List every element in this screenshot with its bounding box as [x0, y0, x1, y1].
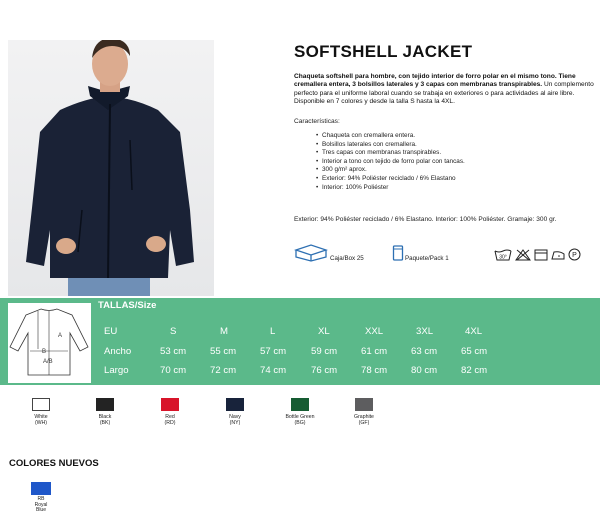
- largo-cell: 72 cm: [210, 365, 237, 376]
- composition-text: Exterior: 94% Poliéster reciclado / 6% Elastano. Interior: 100% Poliéster. Gramaje: 300 gr.: [294, 216, 557, 223]
- diagram-label-ab: A/B: [43, 359, 53, 365]
- swatch-code: (RD): [164, 420, 176, 426]
- no-tumble-dry-icon: [534, 249, 548, 261]
- dry-clean-p-icon: [568, 248, 581, 261]
- jacket-outline-icon: [8, 303, 91, 383]
- features-list: [322, 132, 465, 192]
- color-swatch-navy[interactable]: [208, 398, 262, 426]
- ancho-cell: 61 cm: [361, 345, 388, 357]
- color-swatch-graphite[interactable]: [337, 398, 391, 426]
- feature-item: • Chaqueta con cremallera entera.: [322, 132, 465, 141]
- swatch-box: [355, 398, 373, 411]
- bag-icon: [392, 244, 404, 262]
- ancho-label: Ancho: [104, 345, 132, 357]
- swatch-name: Navy: [229, 414, 241, 420]
- eu-label: EU: [104, 326, 118, 337]
- diagram-label-a: A: [58, 333, 63, 339]
- pack-label: Paquete/Pack 1: [405, 254, 449, 262]
- swatch-box: [32, 398, 50, 411]
- largo-cell: 82 cm: [461, 365, 488, 376]
- pack-packaging: [392, 244, 449, 262]
- ancho-cell: 65 cm: [461, 345, 488, 357]
- box-label: Caja/Box 25: [330, 254, 364, 262]
- feature-item: • Bolsillos laterales con cremallera.: [322, 141, 465, 150]
- size-col-header: S: [170, 326, 177, 337]
- no-bleach-icon: [515, 249, 531, 261]
- size-col-header: XXL: [365, 326, 384, 337]
- product-photo: [8, 40, 214, 296]
- color-swatch-red[interactable]: [143, 398, 197, 426]
- new-colors-heading: COLORES NUEVOS: [9, 458, 99, 469]
- ancho-cell: 63 cm: [411, 345, 438, 357]
- size-col-header: XL: [318, 326, 330, 337]
- swatch-name: Royal Blue: [34, 501, 48, 514]
- color-swatch-royal-blue[interactable]: [30, 482, 52, 514]
- color-swatch-black[interactable]: [78, 398, 132, 426]
- diagram-label-b: B: [42, 349, 47, 355]
- model-wearing-jacket: [8, 40, 214, 296]
- size-diagram: [8, 303, 91, 383]
- swatch-box: [291, 398, 309, 411]
- swatch-code: (WH): [34, 420, 48, 426]
- product-description: [294, 73, 594, 107]
- ancho-cell: 59 cm: [311, 345, 338, 357]
- size-col-header: 3XL: [416, 326, 434, 337]
- size-col-header: 4XL: [465, 326, 483, 337]
- description-rest: Un complemento perfecto para el uniforme laboral cuando se trabaja en exteriores o para actividades al aire libre. Disponible en 7 colores y desde la talla S hasta la 4XL.: [294, 81, 594, 106]
- swatch-box: [226, 398, 244, 411]
- size-col-header: L: [270, 326, 276, 337]
- feature-item: • Interior a tono con tejido de forro polar con tancas.: [322, 158, 465, 167]
- size-col-header: M: [220, 326, 228, 337]
- swatch-name: Black: [98, 414, 112, 420]
- largo-cell: 76 cm: [311, 365, 338, 376]
- swatch-code: (BK): [99, 420, 111, 426]
- largo-label: Largo: [104, 365, 129, 376]
- size-table-title: TALLAS/Size: [98, 300, 157, 311]
- swatch-name: Red: [165, 414, 175, 420]
- swatch-code: (GF): [358, 420, 370, 426]
- box-packaging: [294, 244, 364, 262]
- swatch-box: [96, 398, 114, 411]
- svg-text:P: P: [572, 252, 577, 259]
- largo-cell: 78 cm: [361, 365, 388, 376]
- product-title: SOFTSHELL JACKET: [294, 42, 473, 61]
- swatch-code: RB: [37, 496, 45, 502]
- feature-item: • 300 g/m² aprox.: [322, 166, 465, 175]
- largo-cell: 80 cm: [411, 365, 438, 376]
- feature-item: • Exterior: 94% Poliéster reciclado / 6% Elastano: [322, 175, 465, 184]
- swatch-name: Graphite: [354, 414, 374, 420]
- ancho-cell: 53 cm: [160, 345, 187, 357]
- ancho-cell: 57 cm: [260, 345, 287, 357]
- swatch-code: (BG): [294, 420, 306, 426]
- characteristics-heading: Características:: [294, 118, 340, 125]
- feature-item: • Interior: 100% Poliéster: [322, 184, 465, 193]
- care-icons: [494, 248, 581, 261]
- swatch-box: [161, 398, 179, 411]
- swatch-name: Bottle Green: [285, 414, 315, 420]
- box-icon: [294, 244, 328, 262]
- color-swatches: [0, 398, 600, 438]
- iron-low-icon: [551, 249, 565, 261]
- largo-cell: 70 cm: [160, 365, 187, 376]
- largo-cell: 74 cm: [260, 365, 287, 376]
- swatch-code: (NY): [229, 420, 241, 426]
- color-swatch-white[interactable]: [14, 398, 68, 426]
- ancho-cell: 55 cm: [210, 345, 237, 357]
- description-bold: Chaqueta softshell para hombre, con tejido interior de forro polar en el mismo tono. Tiene cremallera entera, 3 bolsillos laterales y 3 capas con membranas transpirables.: [294, 73, 576, 89]
- wash-30-icon: [494, 249, 512, 261]
- swatch-name: White: [34, 414, 48, 420]
- swatch-box: [31, 482, 51, 495]
- feature-item: • Tres capas con membranas transpirables.: [322, 149, 465, 158]
- svg-text:30°: 30°: [499, 254, 507, 260]
- color-swatch-bottle-green[interactable]: [273, 398, 327, 426]
